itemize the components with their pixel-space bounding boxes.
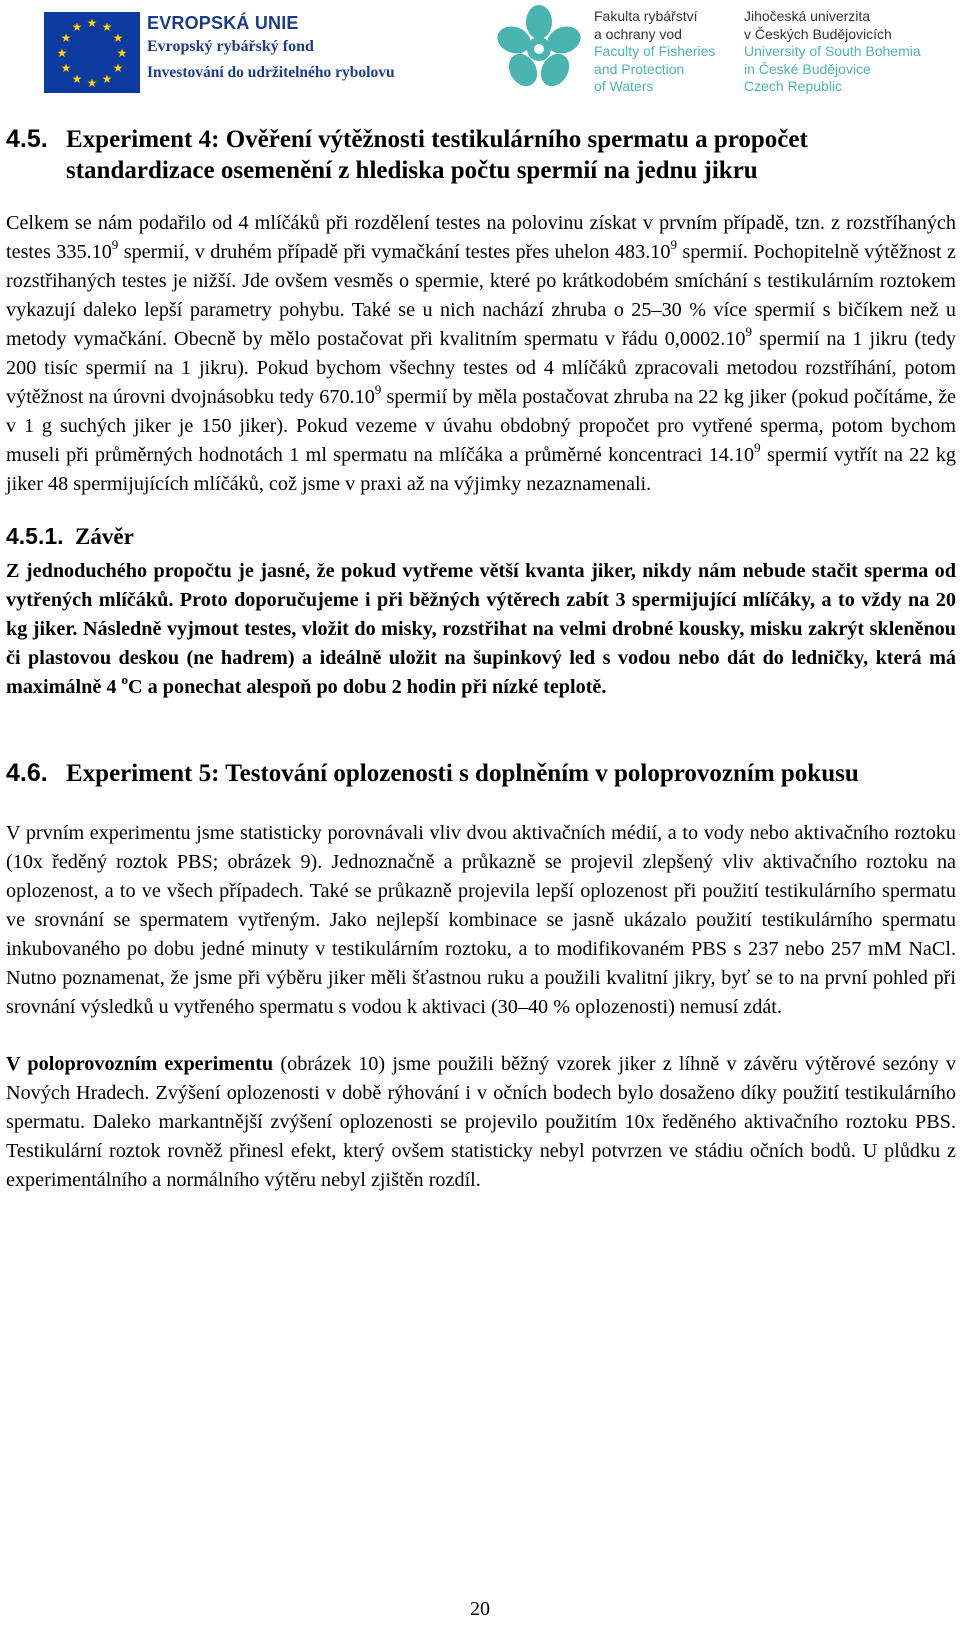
section-number: 4.5.: [6, 125, 48, 153]
section-4-6-heading: [6, 758, 956, 789]
text-run: spermií na 1 jikru (tedy 200 tisíc spermií na 1 jikru). Pokud bychom všechny testes od 4 mlíčáků zpracovali metodou rozstříhání, potom výtěžnost na úrovni dvojnásobku tedy 670.10: [6, 328, 957, 408]
section-4-5-paragraph: [6, 209, 956, 499]
text-run: spermií. Pochopitelně výtěžnost z rozstřihaných testes je nižší. Jde ovšem vesměs o spermie, které po krátkodobém smíchání s testikulárním roztokem vykazují daleko lepší parametry pohybu. Také se u nich nachází zhruba o 25–30 % více spermií s bičíkem než u metody vymačkání. Obecně by mělo postačovat při kvalitním spermatu v řádu 0,0002.10: [6, 241, 956, 350]
text-run: spermií vytřít na 22 kg jiker 48 spermijujících mlíčáků, což jsme v praxi až na výjimky nezaznamenali.: [6, 444, 957, 495]
section-4-5-heading: [6, 124, 956, 186]
jcu-en-1: University of South Bohemia: [744, 43, 921, 59]
page-content: [6, 124, 956, 1195]
frov-en-1: Faculty of Fisheries: [594, 43, 716, 59]
eu-line-2: Evropský rybářský fond: [147, 38, 314, 55]
exponent: 9: [374, 382, 382, 397]
section-title: Experiment 4: Ověření výtěžnosti testikulárního spermatu a propočet standardizace osemenění z hlediska počtu spermií na jednu jikru: [66, 126, 808, 184]
jcu-en-2: in České Budějovice: [744, 60, 871, 77]
section-4-6-paragraph-1: [6, 819, 956, 1022]
text-run: (obrázek 10) jsme použili běžný vzorek jiker z líhně v závěru výtěrové sezóny v Nových Hradech. Zvýšení oplozenosti v době rýhování i v očních bodech bylo dosaženo díky použití testikulárního spermatu. Daleko markantnější zvýšení oplozenosti se projevilo použitím 10x ředěného aktivačního roztoku PBS. Testikulární roztok rovněž přinesl efekt, který ovšem statisticky nebyl potvrzen ve stádiu očních bodů. U plůdku z experimentálního a normálního výtěru nebyl zjištěn rozdíl.: [6, 1053, 956, 1191]
jcu-cz-2: v Českých Budějovicích: [744, 25, 892, 42]
bold-lead: V poloprovozním experimentu: [6, 1053, 274, 1075]
text-run: Celkem se nám podařilo od 4 mlíčáků při rozdělení testes na polovinu získat v prvním případě, tzn. z rozstříhaných testes 335.10: [6, 212, 956, 263]
text-run: spermií by měla postačovat zhruba na 22 kg jiker (pokud počítáme, že v 1 g suchých jiker je 150 jiker). Pokud vezeme v úvahu obdobný propočet pro vytřené sperma, potom bychom museli při průměrných hodnotách 1 ml spermatu na mlíčáka a průměrné koncentraci 14.10: [6, 386, 957, 466]
fish-flower-logo-icon: [494, 2, 584, 92]
eu-flag-logo: [44, 12, 140, 93]
text-run: Z jednoduchého propočtu je jasné, že pokud vytřeme větší kvanta jiker, nikdy nám nebude stačit sperma od vytřených mlíčáků. Proto doporučujeme i při běžných výtěrech zabít 3 spermijující mlíčáky, a to vždy na 20 kg jiker. Následně vyjmout testes, vložit do misky, rozstřihat na velmi drobné kousky, misku zakrýt skleněnou či plastovou deskou (ne hadrem) a ideálně uložit na šupinkový led s vodou nebo dát do ledničky, která má maximálně 4: [6, 560, 956, 698]
svg-text:★: ★: [101, 20, 113, 34]
jcu-cz-1: Jihočeská univerzita: [744, 8, 871, 24]
eu-stars-icon: [44, 12, 140, 93]
page-number: 20: [470, 1598, 490, 1620]
svg-text:★: ★: [101, 72, 113, 86]
subsection-title: Závěr: [75, 524, 134, 549]
frov-text: [594, 8, 715, 96]
svg-text:★: ★: [60, 31, 72, 45]
section-4-5-1-heading: [6, 521, 956, 552]
exponent: 9: [754, 440, 761, 455]
frov-en-2: and Protection: [594, 60, 685, 77]
svg-text:★: ★: [71, 72, 83, 86]
subsection-number: 4.5.1.: [6, 523, 64, 549]
svg-text:★: ★: [112, 61, 124, 75]
jcu-en-3: Czech Republic: [744, 78, 843, 94]
frov-cz-1: Fakulta rybářství: [594, 8, 698, 24]
svg-text:★: ★: [71, 20, 83, 34]
frov-en-3: of Waters: [594, 78, 654, 94]
eu-line-1: EVROPSKÁ UNIE: [147, 13, 299, 33]
svg-text:★: ★: [112, 31, 124, 45]
eu-fund-text: [147, 12, 395, 86]
exponent: 9: [670, 237, 677, 252]
conclusion-paragraph: [6, 557, 956, 702]
text-run: V prvním experimentu jsme statisticky porovnávali vliv dvou aktivačních médií, a to vody nebo aktivačního roztoku (10x ředěný roztok PBS; obrázek 9). Jednoznačně a průkazně se projevil zlepšený vliv aktivačního roztoku na oplozenost, a to ve všech případech. Také se průkazně projevila lepší oplozenost při použití testikulárního spermatu ve srovnání se spermatem vytřeným. Jako nejlepší kombinace se jasně ukázalo použití testikulárního spermatu inkubovaného po dobu jedné minuty v testikulárním roztoku, a to modifikovaném PBS s 237 nebo 257 mM NaCl. Nutno poznamenat, že jsme při výběru jiker měli šťastnou ruku a použili kvalitní jikry, byť se to na první pohled při srovnání výsledků u vytřeného spermatu s vodou k aktivaci (30–40 % oplozenosti) nemusí zdát.: [6, 822, 956, 1018]
section-number: 4.6.: [6, 759, 48, 787]
svg-text:★: ★: [60, 61, 72, 75]
exponent: 9: [111, 237, 119, 252]
text-run: spermií, v druhém případě při vymačkání testes přes uhelon 483.10: [118, 241, 671, 263]
section-4-6-paragraph-2: [6, 1050, 956, 1195]
svg-text:★: ★: [56, 46, 68, 60]
page-header: [0, 0, 960, 100]
degree-superscript: o: [121, 672, 129, 687]
exponent: 9: [745, 324, 753, 339]
svg-text:★: ★: [86, 16, 98, 30]
svg-text:★: ★: [86, 76, 98, 90]
text-run: C a ponechat alespoň po dobu 2 hodin při nízké teplotě.: [128, 676, 607, 698]
frov-cz-2: a ochrany vod: [594, 25, 682, 42]
jcu-text: [744, 8, 921, 96]
eu-line-3: Investování do udržitelného rybolovu: [147, 64, 395, 81]
section-title: Experiment 5: Testování oplozenosti s doplněním v poloprovozním pokusu: [66, 760, 859, 787]
svg-text:★: ★: [116, 46, 128, 60]
